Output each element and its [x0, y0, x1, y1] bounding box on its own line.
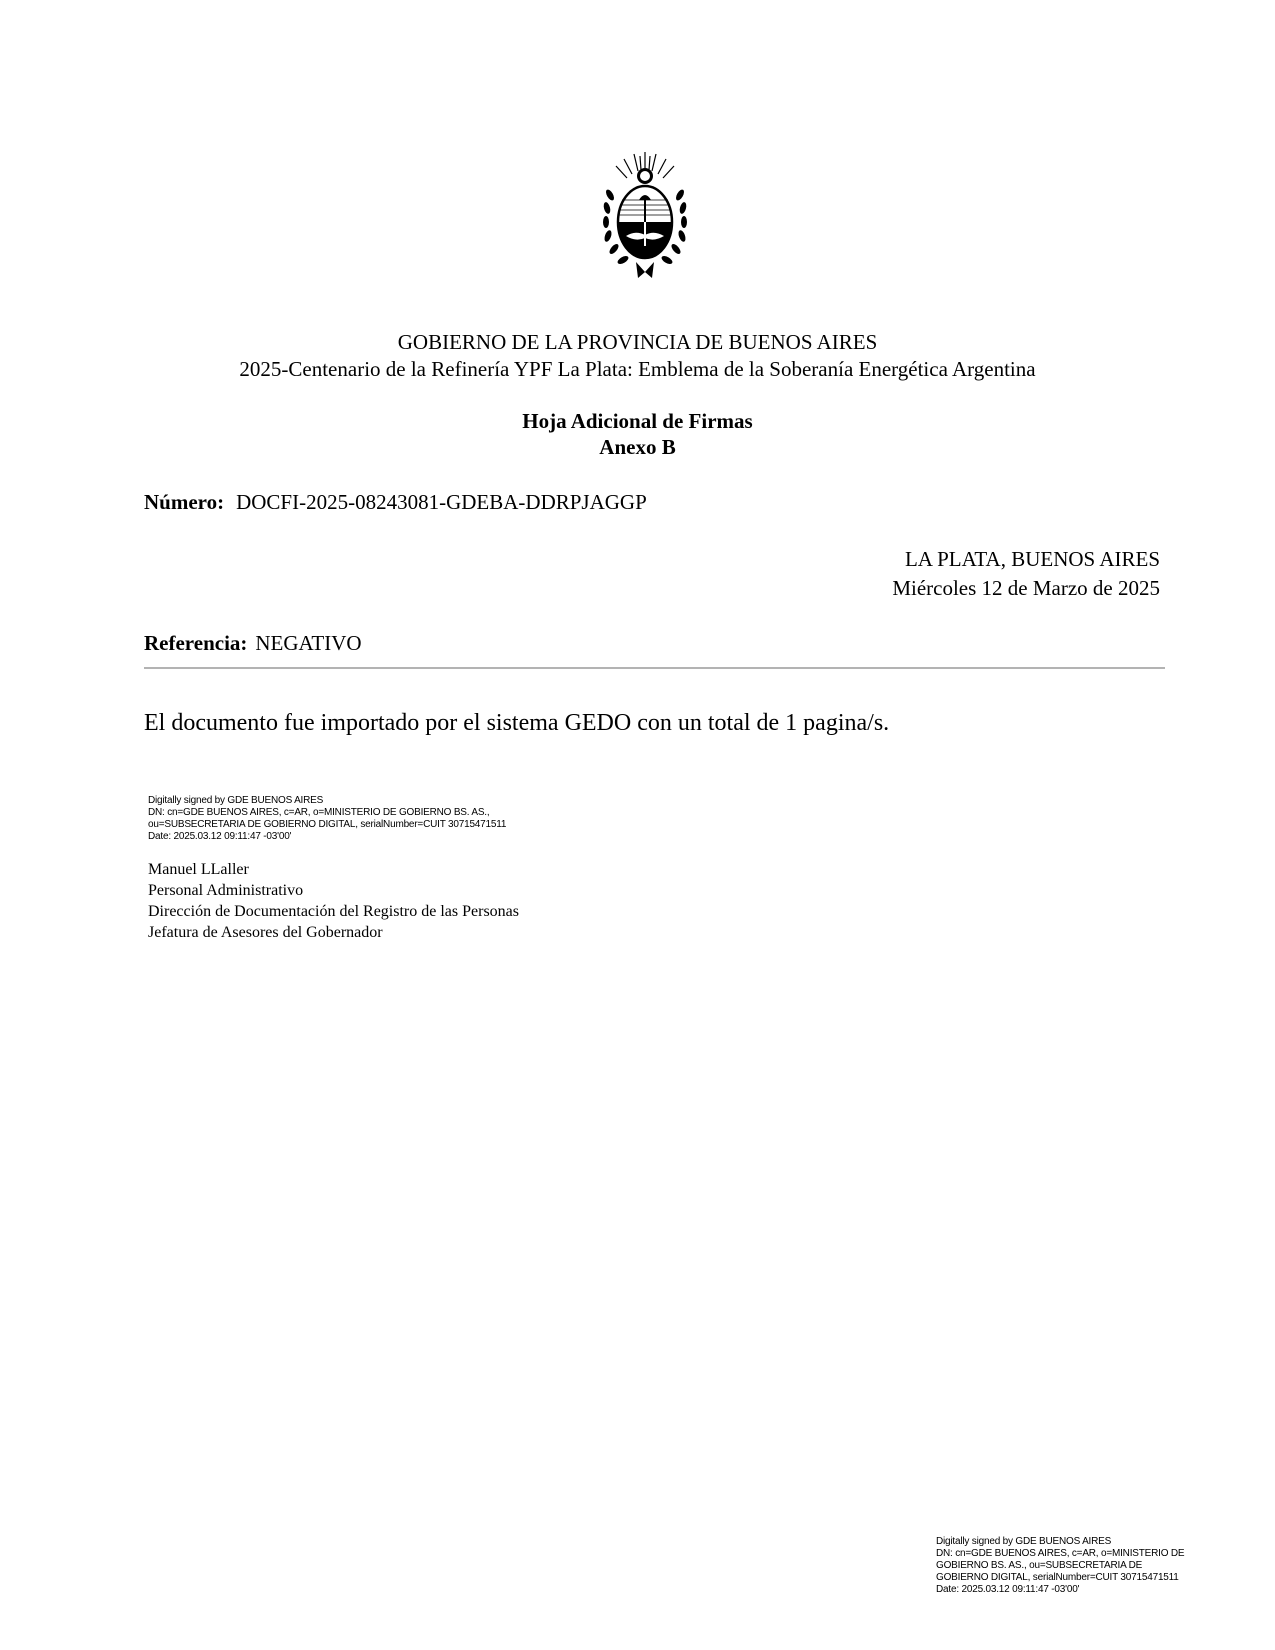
signer-office: Dirección de Documentación del Registro de las Personas	[148, 903, 519, 920]
reference-label: Referencia:	[144, 631, 248, 655]
year-motto: 2025-Centenario de la Refinería YPF La Plata: Emblema de la Soberanía Energética Argentina	[239, 357, 1036, 381]
body-text: El documento fue importado por el sistema GEDO con un total de 1 pagina/s.	[144, 710, 890, 736]
signature-line: GOBIERNO BS. AS., ou=SUBSECRETARIA DE	[936, 1560, 1143, 1571]
government-header: GOBIERNO DE LA PROVINCIA DE BUENOS AIRES	[397, 330, 878, 354]
signer-name: Manuel LLaller	[148, 861, 249, 878]
document-title: Hoja Adicional de Firmas	[522, 409, 753, 433]
signer-unit: Jefatura de Asesores del Gobernador	[148, 924, 383, 941]
signature-line: DN: cn=GDE BUENOS AIRES, c=AR, o=MINISTERIO DE GOBIERNO BS. AS.,	[148, 807, 490, 818]
document-number-value: DOCFI-2025-08243081-GDEBA-DDRPJAGGP	[236, 490, 647, 514]
reference-value: NEGATIVO	[255, 631, 362, 655]
place-city: LA PLATA, BUENOS AIRES	[904, 547, 1160, 571]
divider	[144, 667, 1165, 669]
document-number	[144, 488, 647, 516]
signer-role: Personal Administrativo	[148, 882, 304, 899]
document-subtitle: Anexo B	[599, 435, 676, 459]
digital-signature-stamp	[148, 795, 506, 843]
reference	[144, 629, 362, 657]
signature-line: GOBIERNO DIGITAL, serialNumber=CUIT 30715471511	[936, 1572, 1179, 1583]
signer-block	[148, 859, 519, 943]
signature-line: Digitally signed by GDE BUENOS AIRES	[936, 1536, 1112, 1547]
signature-line: Date: 2025.03.12 09:11:47 -03'00'	[148, 831, 292, 842]
place-date: Miércoles 12 de Marzo de 2025	[892, 576, 1160, 600]
signature-line: ou=SUBSECRETARIA DE GOBIERNO DIGITAL, serialNumber=CUIT 30715471511	[148, 819, 507, 830]
signature-line: Digitally signed by GDE BUENOS AIRES	[148, 795, 324, 806]
document-number-label: Número:	[144, 490, 225, 514]
digital-signature-stamp-footer	[936, 1536, 1184, 1596]
signature-line: DN: cn=GDE BUENOS AIRES, c=AR, o=MINISTERIO DE	[936, 1548, 1185, 1559]
signature-line: Date: 2025.03.12 09:11:47 -03'00'	[936, 1584, 1080, 1595]
argentine-coat-of-arms-icon	[600, 150, 690, 290]
